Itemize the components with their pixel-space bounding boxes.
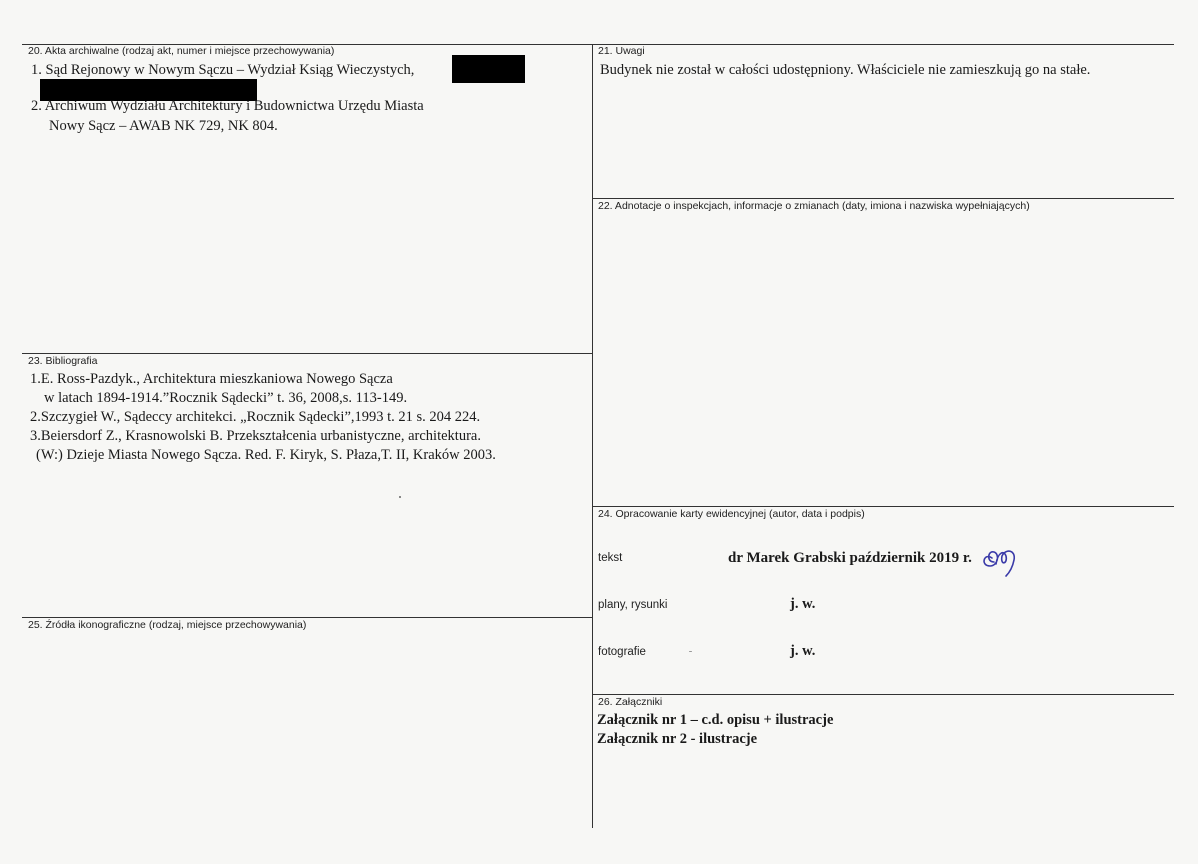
row-label-plany: plany, rysunki <box>598 599 668 611</box>
section-26-header: 26. Załączniki <box>598 696 663 708</box>
section-21-text: Budynek nie został w całości udostępniony. Właściciele nie zamieszkują go na stałe. <box>600 62 1091 78</box>
section-20-header: 20. Akta archiwalne (rodzaj akt, numer i miejsce przechowywania) <box>28 45 335 57</box>
plany-value: j. w. <box>790 596 816 612</box>
section-20-line-2: 2. Archiwum Wydziału Architektury i Budownictwa Urzędu Miasta <box>31 98 424 114</box>
rule-s24 <box>593 506 1174 507</box>
attachments-list <box>597 711 833 749</box>
author-value: dr Marek Grabski październik 2019 r. <box>728 550 972 566</box>
rule-s25 <box>22 617 592 618</box>
fotografie-value: j. w. <box>790 643 816 659</box>
bibliography-item: 2.Szczygieł W., Sądeccy architekci. „Rocznik Sądecki”,1993 t. 21 s. 204 224. <box>30 409 481 425</box>
rule-s26 <box>593 694 1174 695</box>
bibliography-list <box>30 370 496 465</box>
attachment-item: Załącznik nr 1 – c.d. opisu + ilustracje <box>597 712 834 728</box>
bibliography-item: 1.E. Ross-Pazdyk., Architektura mieszkaniowa Nowego Sącza <box>30 371 393 387</box>
scan-speck <box>689 651 692 652</box>
scan-speck <box>399 496 401 498</box>
section-20-line-3: Nowy Sącz – AWAB NK 729, NK 804. <box>49 118 278 134</box>
signature-icon <box>978 544 1024 578</box>
rule-s22 <box>593 198 1174 199</box>
section-20-line-1: 1. Sąd Rejonowy w Nowym Sączu – Wydział Ksiąg Wieczystych, <box>31 62 415 78</box>
center-divider <box>592 44 593 828</box>
attachment-item: Załącznik nr 2 - ilustracje <box>597 731 758 747</box>
row-label-tekst: tekst <box>598 552 623 564</box>
section-25-header: 25. Źródła ikonograficzne (rodzaj, miejsce przechowywania) <box>28 619 307 631</box>
bibliography-item: 3.Beiersdorf Z., Krasnowolski B. Przekształcenia urbanistyczne, architektura. <box>30 428 481 444</box>
section-22-header: 22. Adnotacje o inspekcjach, informacje o zmianach (daty, imiona i nazwiska wypełniających) <box>598 200 1030 212</box>
rule-s23 <box>22 353 592 354</box>
row-label-fotografie: fotografie <box>598 646 646 658</box>
bibliography-item: w latach 1894-1914.”Rocznik Sądecki” t. 36, 2008,s. 113-149. <box>44 390 408 406</box>
bibliography-item: (W:) Dzieje Miasta Nowego Sącza. Red. F. Kiryk, S. Płaza,T. II, Kraków 2003. <box>36 447 496 463</box>
redaction-block <box>452 55 525 83</box>
section-24-header: 24. Opracowanie karty ewidencyjnej (autor, data i podpis) <box>598 508 865 520</box>
section-21-header: 21. Uwagi <box>598 45 645 57</box>
section-23-header: 23. Bibliografia <box>28 355 98 367</box>
